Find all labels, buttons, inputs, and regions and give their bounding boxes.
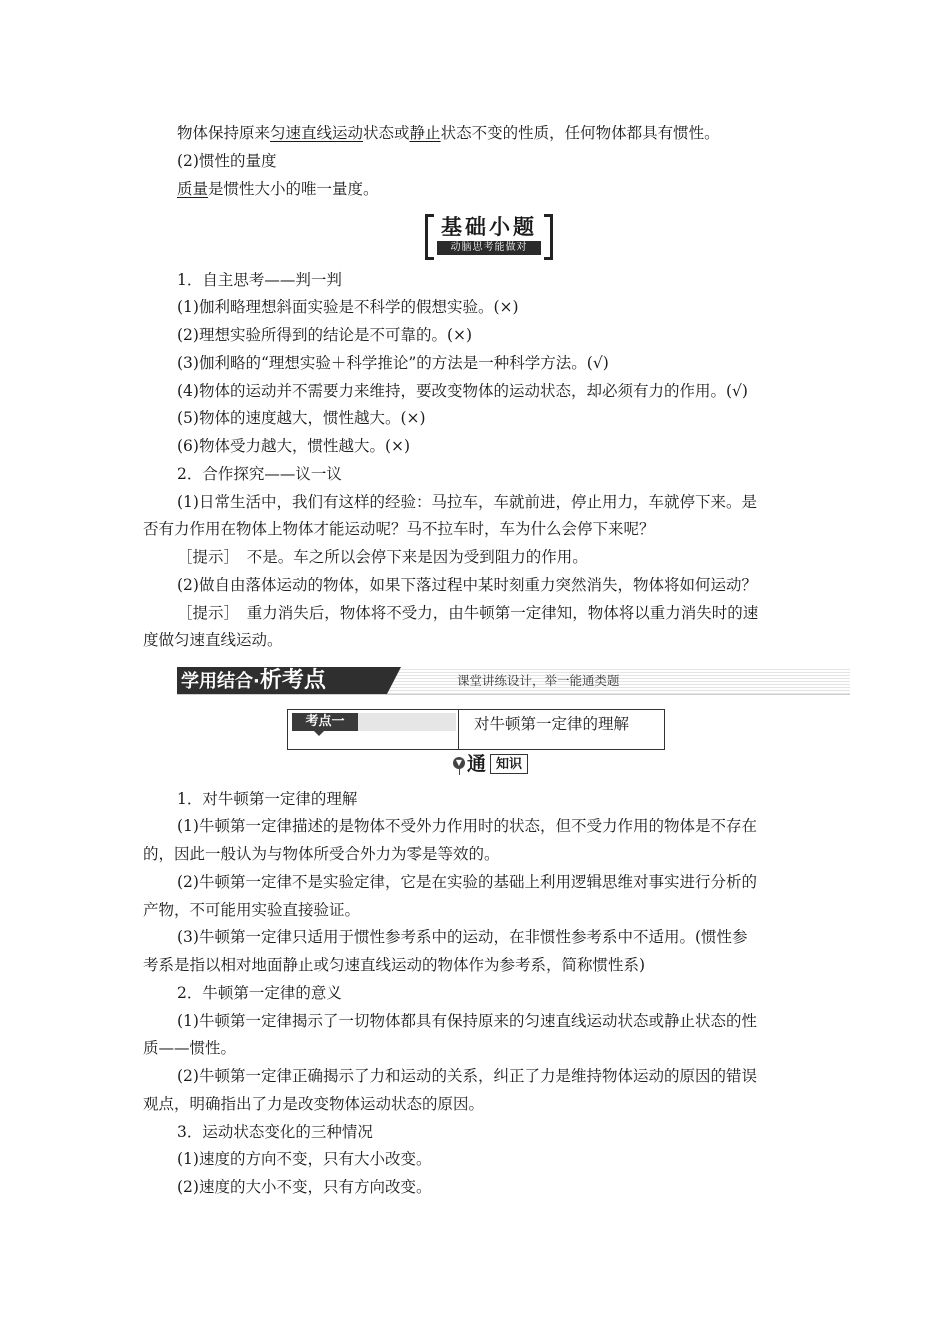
section-1-heading: 1．对牛顿第一定律的理解 <box>177 790 358 808</box>
body-para: (2)牛顿第一定律正确揭示了力和运动的关系，纠正了力是维持物体运动的原因的错误 <box>177 1067 757 1085</box>
discussion-para: (1)日常生活中，我们有这样的经验：马拉车，车就前进，停止用力，车就停下来。是 <box>177 493 757 511</box>
body-para: (1)牛顿第一定律描述的是物体不受外力作用时的状态，但不受力作用的物体是不存在 <box>177 817 757 835</box>
intro-line-3 <box>177 179 379 199</box>
intro-text: 状态或 <box>363 124 410 142</box>
section-3-heading: 3．运动状态变化的三种情况 <box>177 1123 373 1141</box>
judge-item: (6)物体受力越大，惯性越大。(×) <box>177 437 411 455</box>
judge-item: (4)物体的运动并不需要力来维持，要改变物体的运动状态，却必须有力的作用。(√) <box>177 382 748 400</box>
judge-item: (2)理想实验所得到的结论是不可靠的。(×) <box>177 326 473 344</box>
intro-text: 状态不变的性质，任何物体都具有惯性。 <box>440 124 720 142</box>
discussion-para: (2)做自由落体运动的物体，如果下落过程中某时刻重力突然消失，物体将如何运动？ <box>177 576 757 594</box>
section-2-heading: 2．牛顿第一定律的意义 <box>177 984 342 1002</box>
pointer-triangle-icon <box>314 731 324 736</box>
body-para: 产物，不可能用实验直接验证。 <box>143 901 361 919</box>
down-arrow-icon: ▼ <box>453 757 465 769</box>
hint-text: ［提示］ 重力消失后，物体将不受力，由牛顿第一定律知，物体将以重力消失时的速 <box>177 604 759 622</box>
divider <box>458 710 459 749</box>
section-title-right: 析考点 <box>259 668 326 693</box>
question-2-heading: 2．合作探究——议一议 <box>177 465 342 483</box>
discussion-para: 否有力作用在物体上物体才能运动呢？马不拉车时，车为什么会停下来呢？ <box>143 520 655 538</box>
knowledge-tag-boxed: 知识 <box>490 754 528 774</box>
section-title-left: 学用结合· <box>181 671 260 692</box>
body-item: (2)速度的大小不变，只有方向改变。 <box>177 1178 432 1196</box>
judge-item: (1)伽利略理想斜面实验是不科学的假想实验。(×) <box>177 298 519 316</box>
body-para: (1)牛顿第一定律揭示了一切物体都具有保持原来的匀速直线运动状态或静止状态的性 <box>177 1012 757 1030</box>
body-para: 考系是指以相对地面静止或匀速直线运动的物体作为参考系，简称惯性系) <box>143 956 646 974</box>
underlined-term: 静止 <box>409 124 441 142</box>
hint-text: ［提示］ 不是。车之所以会停下来是因为受到阻力的作用。 <box>177 548 588 566</box>
question-1-heading: 1．自主思考——判一判 <box>177 271 342 289</box>
intro-text: 是惯性大小的唯一量度。 <box>208 180 379 198</box>
banner-title: 基础小题 <box>441 215 537 239</box>
exam-point-title: 对牛顿第一定律的理解 <box>474 715 630 733</box>
hint-text: 度做匀速直线运动。 <box>143 631 283 649</box>
body-para: (3)牛顿第一定律只适用于惯性参考系中的运动，在非惯性参考系中不适用。(惯性参 <box>177 928 748 946</box>
banner-subtitle: 动脑思考能做对 <box>437 241 541 255</box>
tag-stem <box>459 769 460 775</box>
intro-line-1 <box>177 123 720 143</box>
bracket-right <box>544 214 553 260</box>
exam-point-label: 考点一 <box>292 713 358 731</box>
judge-item: (3)伽利略的“理想实验＋科学推论”的方法是一种科学方法。(√) <box>177 354 609 372</box>
exam-point-label-bg <box>358 713 456 731</box>
judge-item: (5)物体的速度越大，惯性越大。(×) <box>177 409 426 427</box>
section-title-notch <box>387 667 401 694</box>
section-title <box>177 667 387 694</box>
underlined-term: 匀速直线运动 <box>270 124 364 142</box>
bracket-left <box>425 214 434 260</box>
body-item: (1)速度的方向不变，只有大小改变。 <box>177 1150 432 1168</box>
intro-text: 物体保持原来 <box>177 124 271 142</box>
body-para: 观点，明确指出了力是改变物体运动状态的原因。 <box>143 1095 485 1113</box>
intro-line-2: (2)惯性的量度 <box>177 152 277 170</box>
section-header-bar <box>177 667 850 695</box>
knowledge-tag <box>453 753 529 776</box>
body-para: (2)牛顿第一定律不是实验定律，它是在实验的基础上利用逻辑思维对事实进行分析的 <box>177 873 757 891</box>
exam-point-box <box>287 709 665 750</box>
knowledge-tag-main: 通 <box>467 753 487 775</box>
body-para: 质——惯性。 <box>143 1039 237 1057</box>
body-para: 的，因此一般认为与物体所受合外力为零是等效的。 <box>143 845 500 863</box>
basic-questions-banner <box>425 214 553 256</box>
underlined-term: 质量 <box>177 180 209 198</box>
section-subtitle: 课堂讲练设计，举一能通类题 <box>457 673 620 688</box>
